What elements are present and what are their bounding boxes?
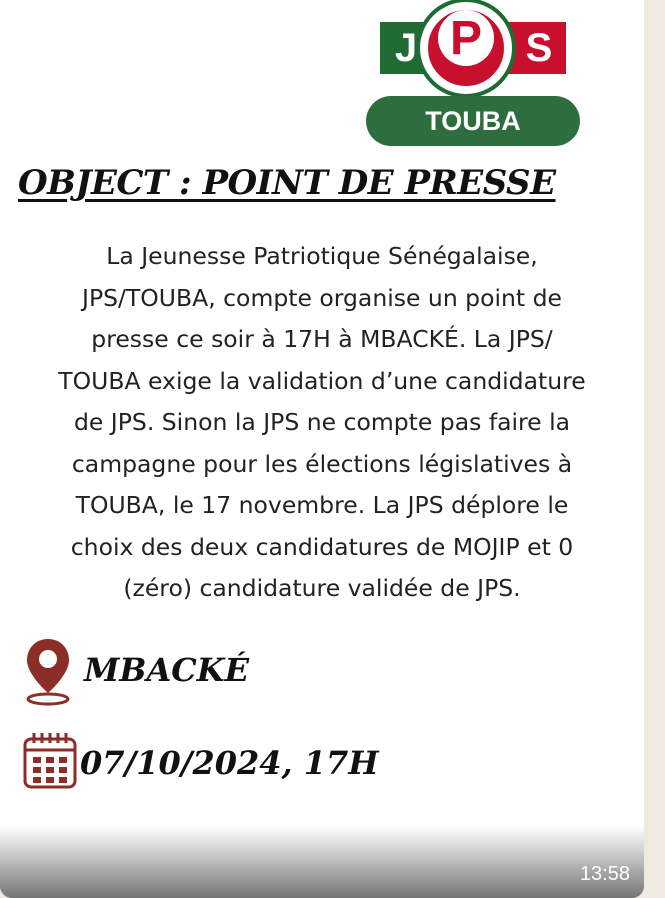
touba-badge: TOUBA xyxy=(366,96,580,146)
location-text: MBACKÉ xyxy=(84,651,249,689)
body-line: TOUBA, le 17 novembre. La JPS déplore le xyxy=(75,491,569,519)
body-line: TOUBA exige la validation d’une candidature xyxy=(58,366,586,395)
calendar-icon xyxy=(22,730,80,790)
body-line: choix des deux candidatures de MOJIP et 0 xyxy=(70,532,574,561)
body-line: La Jeunesse Patriotique Sénégalaise, xyxy=(106,242,538,270)
logo-letter-p: P xyxy=(449,12,482,65)
body-line: campagne pour les élections législatives à xyxy=(71,449,573,478)
date-text: 07/10/2024, 17H xyxy=(80,744,379,782)
announcement-body xyxy=(22,236,622,610)
location-row xyxy=(22,635,422,711)
body-line: JPS/TOUBA, compte organise un point de xyxy=(82,283,562,312)
message-timestamp: 13:58 xyxy=(579,863,630,885)
page-title: OBJECT : POINT DE PRESSE xyxy=(18,163,556,203)
jps-logo xyxy=(380,2,566,76)
map-pin-icon xyxy=(22,635,74,707)
body-line: (zéro) candidature validée de JPS. xyxy=(123,574,521,602)
body-line: de JPS. Sinon la JPS ne compte pas faire la xyxy=(73,408,571,436)
body-line: presse ce soir à 17H à MBACKÉ. La JPS/ xyxy=(91,325,553,353)
date-row xyxy=(22,730,522,794)
logo-letter-j: J xyxy=(380,22,432,74)
logo-letter-s: S xyxy=(512,22,566,74)
image-footer-shade xyxy=(0,826,644,898)
